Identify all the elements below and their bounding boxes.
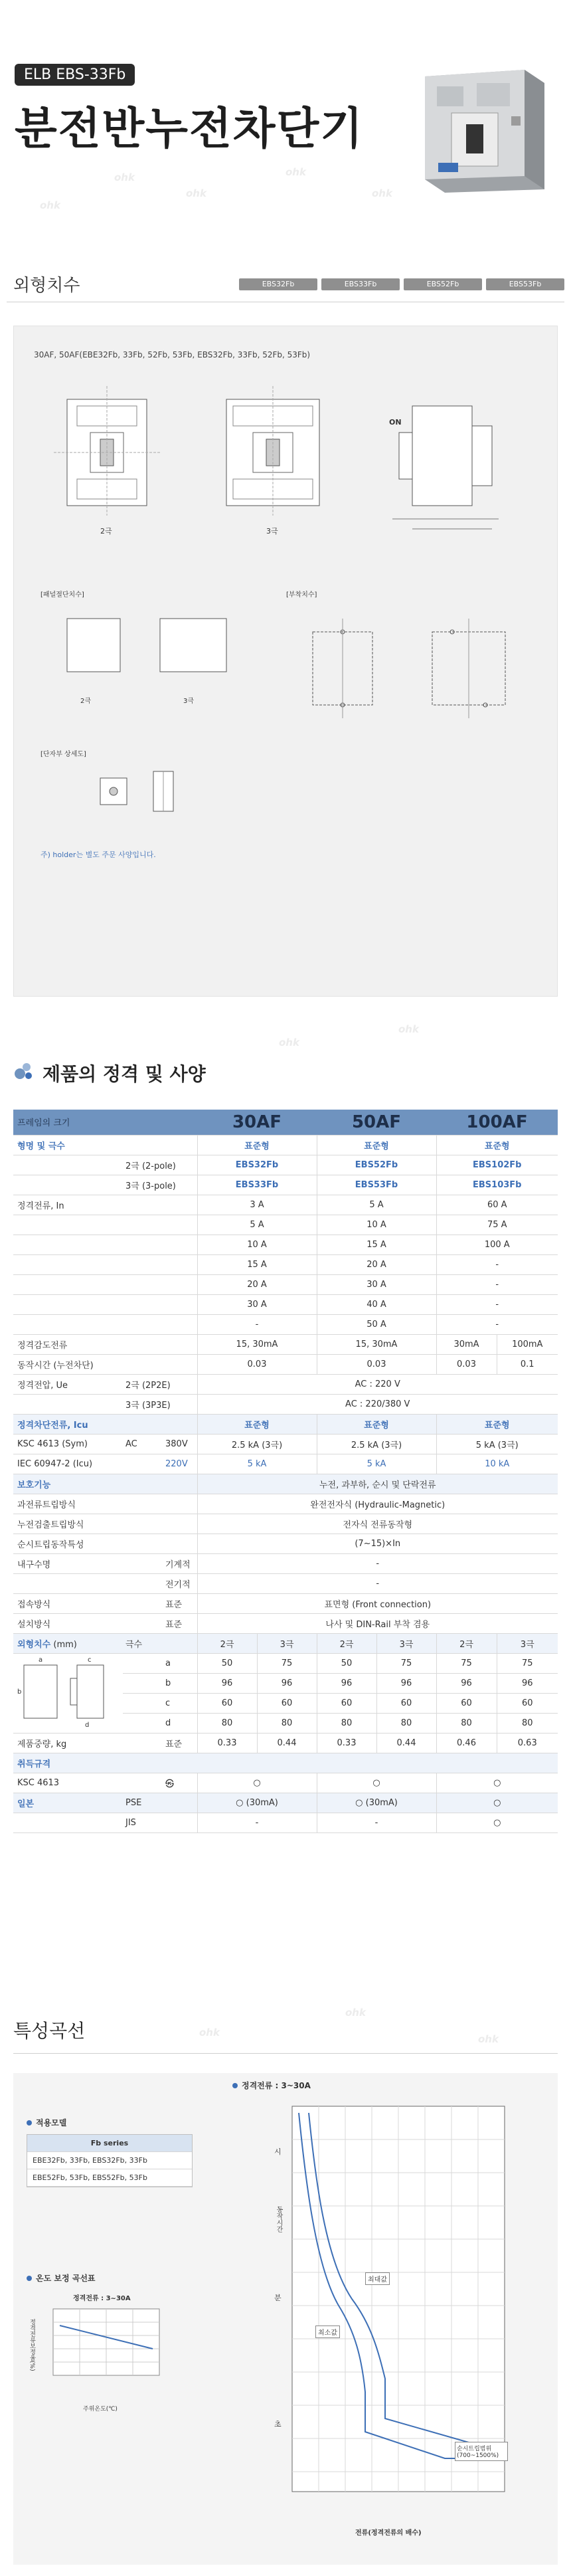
overcurrent-label: 과전류트립방식 bbox=[13, 1494, 197, 1514]
pse-30: ○ (30mA) bbox=[197, 1793, 317, 1813]
volt2-row bbox=[13, 1374, 558, 1394]
dimension-value: 96 bbox=[376, 1673, 436, 1693]
models-line-1: EBE32Fb, 33Fb, EBS32Fb, 33Fb bbox=[27, 2152, 192, 2169]
rated-current-label bbox=[13, 1215, 197, 1235]
pse-100: ○ bbox=[436, 1793, 558, 1813]
ksc-30: 2.5 kA (3극) bbox=[197, 1434, 317, 1454]
watermark: ohk bbox=[345, 2007, 366, 2019]
elec-label: 전기적 bbox=[163, 1573, 197, 1593]
rated-current-value: 15 A bbox=[317, 1235, 436, 1254]
rated-current-label bbox=[13, 1274, 197, 1294]
max-label: 최대값 bbox=[365, 2272, 390, 2285]
dimension-value: 60 bbox=[497, 1693, 558, 1713]
page-title: 분전반누전차단기 bbox=[15, 103, 365, 154]
weight-value: 0.33 bbox=[197, 1733, 257, 1753]
ksc-row bbox=[13, 1434, 558, 1454]
connect-label: 접속방식 bbox=[13, 1593, 123, 1613]
rated-current-row bbox=[13, 1294, 558, 1314]
model-ebs102fb: EBS102Fb bbox=[436, 1155, 558, 1175]
bullet-icon bbox=[27, 2120, 32, 2126]
pole3-label: 3극 (3-pole) bbox=[123, 1175, 197, 1195]
label-2p: 2극 bbox=[100, 527, 112, 536]
ksc-380v: 380V bbox=[163, 1434, 197, 1454]
pole-col: 2극 bbox=[436, 1633, 497, 1653]
weight-std: 표준 bbox=[163, 1733, 197, 1753]
volt3-row bbox=[13, 1394, 558, 1414]
std-30: 표준형 bbox=[197, 1135, 317, 1155]
dimension-value: 96 bbox=[497, 1673, 558, 1693]
ratings-title: 제품의 정격 및 사양 bbox=[42, 1063, 206, 1085]
weight-value: 0.44 bbox=[376, 1733, 436, 1753]
outer-label-cell bbox=[13, 1633, 123, 1653]
temp-y-label: 정격전류보정율(%) bbox=[29, 2319, 35, 2371]
rated-current-value: 5 A bbox=[317, 1195, 436, 1215]
tripping-curve-chart bbox=[279, 2100, 518, 2525]
outer-dimension-diagram bbox=[17, 1655, 117, 1728]
series-label: Fb series bbox=[27, 2135, 192, 2152]
rated-current-value: 15 A bbox=[197, 1254, 317, 1274]
sens-50: 15, 30mA bbox=[317, 1334, 436, 1354]
dimension-key: c bbox=[163, 1693, 197, 1713]
dimension-value: 80 bbox=[257, 1713, 317, 1733]
curves-panel bbox=[13, 2073, 558, 2565]
ksc-100: 5 kA (3극) bbox=[436, 1434, 558, 1454]
watermark: ohk bbox=[286, 166, 306, 178]
panel-cut-3p-drawing bbox=[147, 605, 233, 692]
mech-row bbox=[13, 1553, 558, 1573]
model-ebs103fb: EBS103Fb bbox=[436, 1175, 558, 1195]
bullet-icon bbox=[27, 2276, 32, 2281]
watermark: ohk bbox=[40, 199, 60, 211]
model-ebs53fb: EBS53Fb bbox=[317, 1175, 436, 1195]
main-x-label: 전류(정격전류의 배수) bbox=[355, 2529, 422, 2537]
std-100: 표준형 bbox=[436, 1135, 558, 1155]
model-ebs32fb: EBS32Fb bbox=[197, 1155, 317, 1175]
applied-model-heading bbox=[27, 2117, 66, 2128]
on-label: ON bbox=[389, 418, 402, 427]
pole-col: 3극 bbox=[376, 1633, 436, 1653]
install-value: 나사 및 DIN-Rail 부착 겸용 bbox=[197, 1613, 558, 1633]
dimension-value: 60 bbox=[197, 1693, 257, 1713]
leak-trip-label: 누전검출트립방식 bbox=[13, 1514, 197, 1534]
dimension-value: 96 bbox=[197, 1673, 257, 1693]
hero-section bbox=[0, 0, 571, 266]
models-line-2: EBE52Fb, 53Fb, EBS52Fb, 53Fb bbox=[27, 2169, 192, 2187]
rated-current-label bbox=[13, 1294, 197, 1314]
dimension-value: 96 bbox=[317, 1673, 376, 1693]
endurance-label: 내구수명 bbox=[13, 1553, 123, 1573]
ksc-ac: AC bbox=[123, 1434, 163, 1454]
weight-value: 0.44 bbox=[257, 1733, 317, 1753]
y-min-label: 분 bbox=[274, 2294, 282, 2302]
rated-current-row bbox=[13, 1254, 558, 1274]
temp-x-label: 주위온도(℃) bbox=[83, 2406, 118, 2413]
dimension-value: 50 bbox=[197, 1653, 257, 1673]
watermark: ohk bbox=[478, 2033, 499, 2045]
leak-trip-value: 전자식 전류동작형 bbox=[197, 1514, 558, 1534]
rated-current-value: - bbox=[436, 1274, 558, 1294]
iec-label: IEC 60947-2 (Icu) bbox=[13, 1454, 123, 1474]
type-row bbox=[13, 1135, 558, 1155]
pole-col: 2극 bbox=[197, 1633, 257, 1653]
watermark: ohk bbox=[199, 2027, 220, 2038]
dimension-value: 75 bbox=[376, 1653, 436, 1673]
ks-mark-icon: ㉿ bbox=[163, 1773, 197, 1793]
connect-row bbox=[13, 1593, 558, 1613]
ksc-cert-row bbox=[13, 1773, 558, 1793]
dimension-value: 60 bbox=[376, 1693, 436, 1713]
dimension-value: 75 bbox=[497, 1653, 558, 1673]
main-curve-label: 정격전류 : 3~30A bbox=[242, 2081, 311, 2090]
jis-100: ○ bbox=[436, 1813, 558, 1833]
rated-current-value: 20 A bbox=[317, 1254, 436, 1274]
model-tabs bbox=[239, 278, 564, 290]
weight-value: 0.63 bbox=[497, 1733, 558, 1753]
volt-label: 정격전압, Ue bbox=[13, 1374, 123, 1394]
icu-row bbox=[13, 1414, 558, 1434]
mounting-2p-drawing bbox=[286, 605, 399, 725]
mech-value: - bbox=[197, 1553, 558, 1573]
jis-label: JIS bbox=[123, 1813, 197, 1833]
rated-current-value: 5 A bbox=[197, 1215, 317, 1235]
rated-current-rows bbox=[13, 1195, 558, 1334]
rated-current-value: 75 A bbox=[436, 1215, 558, 1235]
ksc-label: KSC 4613 (Sym) bbox=[13, 1434, 123, 1454]
std-50: 표준형 bbox=[317, 1135, 436, 1155]
main-curve-heading bbox=[232, 2080, 311, 2091]
dimension-value: 80 bbox=[376, 1713, 436, 1733]
dimensions-header bbox=[7, 262, 564, 302]
rated-current-value: - bbox=[436, 1254, 558, 1274]
sens-30: 15, 30mA bbox=[197, 1334, 317, 1354]
rated-current-value: 10 A bbox=[317, 1215, 436, 1235]
tab-ebs53fb[interactable]: EBS53Fb bbox=[486, 278, 564, 290]
tab-ebs52fb[interactable]: EBS52Fb bbox=[404, 278, 482, 290]
watermark: ohk bbox=[114, 171, 135, 183]
watermark: ohk bbox=[279, 1037, 299, 1048]
weight-label: 제품중량, kg bbox=[13, 1733, 123, 1753]
temp-label: 온도 보정 곡선표 bbox=[36, 2274, 96, 2283]
temp-correction-chart bbox=[27, 2302, 173, 2402]
dimension-row bbox=[13, 1653, 558, 1673]
front-view-3p-drawing bbox=[213, 386, 339, 519]
install-row bbox=[13, 1613, 558, 1633]
y-time-label: 동작시간 bbox=[275, 2206, 282, 2232]
iec-30: 5 kA bbox=[197, 1454, 317, 1474]
watermark: ohk bbox=[372, 187, 392, 199]
model-ebs52fb: EBS52Fb bbox=[317, 1155, 436, 1175]
time-100a: 0.03 bbox=[436, 1354, 497, 1374]
applied-label: 적용모델 bbox=[36, 2118, 67, 2128]
icu-std-100: 표준형 bbox=[436, 1414, 558, 1434]
type-label: 형명 및 극수 bbox=[13, 1135, 197, 1155]
dimension-value: 60 bbox=[257, 1693, 317, 1713]
curves-title: 특성곡선 bbox=[13, 2020, 86, 2042]
frame-100af: 100AF bbox=[436, 1110, 558, 1135]
protect-row bbox=[13, 1474, 558, 1494]
diagram-letter-c: c bbox=[88, 1656, 92, 1664]
dimension-value: 80 bbox=[197, 1713, 257, 1733]
mech-label: 기계적 bbox=[163, 1553, 197, 1573]
temp-heading bbox=[27, 2272, 96, 2284]
panel-cut-2p-drawing bbox=[54, 605, 133, 692]
elec-row bbox=[13, 1573, 558, 1593]
breaker-product-image bbox=[412, 63, 551, 196]
install-label: 설치방식 bbox=[13, 1613, 123, 1633]
weight-value: 0.33 bbox=[317, 1733, 376, 1753]
panel-cut-label: [패널절단치수] bbox=[41, 591, 84, 599]
holder-note: 주) holder는 별도 주문 사양입니다. bbox=[41, 850, 156, 859]
rated-current-value: - bbox=[436, 1314, 558, 1334]
dimension-value: 75 bbox=[436, 1653, 497, 1673]
ksc-cert-label: KSC 4613 bbox=[13, 1773, 123, 1793]
model-badge: ELB EBS-33Fb bbox=[15, 64, 135, 86]
install-std: 표준 bbox=[163, 1613, 197, 1633]
rated-current-value: 30 A bbox=[317, 1274, 436, 1294]
frame-30af: 30AF bbox=[197, 1110, 317, 1135]
pole-col: 3극 bbox=[257, 1633, 317, 1653]
dimension-diagram-cell bbox=[13, 1653, 123, 1733]
dimensions-title: 외형치수 bbox=[13, 276, 80, 296]
rated-current-value: - bbox=[197, 1314, 317, 1334]
rated-current-value: 30 A bbox=[197, 1294, 317, 1314]
rated-current-label bbox=[13, 1235, 197, 1254]
time-label: 동작시간 (누전차단) bbox=[13, 1354, 197, 1374]
volt-2p-label: 2극 (2P2E) bbox=[123, 1374, 197, 1394]
temp-chart-title: 정격전류 : 3~30A bbox=[73, 2295, 131, 2302]
dimension-key: a bbox=[163, 1653, 197, 1673]
volt-2p-value: AC : 220 V bbox=[197, 1374, 558, 1394]
terminal-detail-drawing bbox=[94, 765, 206, 825]
rated-current-row bbox=[13, 1235, 558, 1254]
sens-label: 정격감도전류 bbox=[13, 1334, 197, 1354]
spec-table bbox=[13, 1110, 558, 1833]
pole3-row bbox=[13, 1175, 558, 1195]
rated-current-row bbox=[13, 1314, 558, 1334]
cert-row bbox=[13, 1753, 558, 1773]
dimension-value: 80 bbox=[497, 1713, 558, 1733]
volt-3p-value: AC : 220/380 V bbox=[197, 1394, 558, 1414]
diagram-letter-a: a bbox=[39, 1656, 43, 1664]
dimension-value: 96 bbox=[257, 1673, 317, 1693]
dimension-caption: 30AF, 50AF(EBE32Fb, 33Fb, 52Fb, 53Fb, EBS32Fb, 33Fb, 52Fb, 53Fb) bbox=[34, 350, 311, 359]
inst-row bbox=[13, 1534, 558, 1553]
jis-30: - bbox=[197, 1813, 317, 1833]
outer-label: 외형치수 bbox=[17, 1639, 51, 1650]
iec-row bbox=[13, 1454, 558, 1474]
overcurrent-row bbox=[13, 1494, 558, 1514]
curves-divider bbox=[13, 2053, 558, 2054]
time-30: 0.03 bbox=[197, 1354, 317, 1374]
pse-row bbox=[13, 1793, 558, 1813]
rated-current-value: 20 A bbox=[197, 1274, 317, 1294]
outer-unit: (mm) bbox=[53, 1639, 77, 1650]
iec-50: 5 kA bbox=[317, 1454, 436, 1474]
sens-100a: 30mA bbox=[436, 1334, 497, 1354]
rated-current-value: - bbox=[436, 1294, 558, 1314]
outer-row bbox=[13, 1633, 558, 1653]
ksc-cert-50: ○ bbox=[317, 1773, 436, 1793]
tab-ebs32fb[interactable]: EBS32Fb bbox=[239, 278, 317, 290]
frame-row bbox=[13, 1110, 558, 1135]
rated-current-row bbox=[13, 1274, 558, 1294]
watermark: ohk bbox=[398, 1023, 419, 1035]
rated-current-value: 50 A bbox=[317, 1314, 436, 1334]
label-3p: 3극 bbox=[266, 527, 278, 536]
protect-value: 누전, 과부하, 순시 및 단락전류 bbox=[197, 1474, 558, 1494]
rated-current-label bbox=[13, 1314, 197, 1334]
rated-current-row bbox=[13, 1195, 558, 1215]
panel-cut-2p-label: 2극 bbox=[80, 698, 92, 705]
watermark: ohk bbox=[186, 187, 206, 199]
dimension-value: 80 bbox=[436, 1713, 497, 1733]
time-row bbox=[13, 1354, 558, 1374]
front-view-2p-drawing bbox=[54, 386, 167, 519]
cert-label: 취득규격 bbox=[13, 1753, 123, 1773]
y-sec-label: 초 bbox=[274, 2420, 282, 2428]
outer-dimension-rows bbox=[13, 1653, 558, 1733]
pole2-label: 2극 (2-pole) bbox=[123, 1155, 197, 1175]
rated-current-value: 40 A bbox=[317, 1294, 436, 1314]
applied-model-box bbox=[27, 2134, 193, 2187]
sens-100b: 100mA bbox=[497, 1334, 558, 1354]
rated-current-value: 60 A bbox=[436, 1195, 558, 1215]
connect-std: 표준 bbox=[163, 1593, 197, 1613]
time-100b: 0.1 bbox=[497, 1354, 558, 1374]
mounting-3p-drawing bbox=[412, 605, 538, 725]
ratings-heading bbox=[13, 1060, 206, 1086]
frame-50af: 50AF bbox=[317, 1110, 436, 1135]
dimension-value: 80 bbox=[317, 1713, 376, 1733]
tab-ebs33fb[interactable]: EBS33Fb bbox=[321, 278, 400, 290]
model-ebs33fb: EBS33Fb bbox=[197, 1175, 317, 1195]
connect-value: 표면형 (Front connection) bbox=[197, 1593, 558, 1613]
rated-current-label bbox=[13, 1254, 197, 1274]
dimension-drawings-panel bbox=[13, 326, 558, 997]
dimension-key: b bbox=[163, 1673, 197, 1693]
volt-3p-label: 3극 (3P3E) bbox=[123, 1394, 197, 1414]
ksc-50: 2.5 kA (3극) bbox=[317, 1434, 436, 1454]
panel-cut-3p-label: 3극 bbox=[183, 698, 195, 705]
rated-current-value: 3 A bbox=[197, 1195, 317, 1215]
weight-row bbox=[13, 1733, 558, 1753]
rated-current-value: 10 A bbox=[197, 1235, 317, 1254]
ksc-cert-30: ○ bbox=[197, 1773, 317, 1793]
pse-label: PSE bbox=[123, 1793, 197, 1813]
y-hour-label: 시 bbox=[274, 2147, 282, 2156]
instant-trip-note: 순시트립범위 (700~1500%) bbox=[455, 2442, 508, 2461]
poles-label: 극수 bbox=[123, 1633, 197, 1653]
japan-label: 일본 bbox=[13, 1793, 123, 1813]
dimension-value: 96 bbox=[436, 1673, 497, 1693]
diagram-letter-d: d bbox=[85, 1722, 90, 1728]
dimension-value: 50 bbox=[317, 1653, 376, 1673]
dimension-value: 60 bbox=[436, 1693, 497, 1713]
heading-dots-icon bbox=[13, 1062, 36, 1084]
terminal-detail-label: [단자부 상세도] bbox=[41, 751, 86, 758]
rated-current-value: 100 A bbox=[436, 1235, 558, 1254]
dimension-key: d bbox=[163, 1713, 197, 1733]
overcurrent-value: 완전전자식 (Hydraulic-Magnetic) bbox=[197, 1494, 558, 1514]
protect-label: 보호기능 bbox=[13, 1474, 197, 1494]
side-view-drawing bbox=[386, 386, 519, 539]
min-label: 최소값 bbox=[315, 2326, 340, 2338]
pse-50: ○ (30mA) bbox=[317, 1793, 436, 1813]
dimension-value: 75 bbox=[257, 1653, 317, 1673]
icu-std-30: 표준형 bbox=[197, 1414, 317, 1434]
mounting-label: [부착치수] bbox=[286, 591, 317, 599]
diagram-letter-b: b bbox=[17, 1688, 22, 1696]
bullet-icon bbox=[232, 2083, 238, 2088]
icu-std-50: 표준형 bbox=[317, 1414, 436, 1434]
iec-220v: 220V bbox=[163, 1454, 197, 1474]
rated-current-label: 정격전류, In bbox=[13, 1195, 197, 1215]
pole2-row bbox=[13, 1155, 558, 1175]
pole-col: 3극 bbox=[497, 1633, 558, 1653]
weight-value: 0.46 bbox=[436, 1733, 497, 1753]
time-50: 0.03 bbox=[317, 1354, 436, 1374]
iec-100: 10 kA bbox=[436, 1454, 558, 1474]
jis-row bbox=[13, 1813, 558, 1833]
dimension-value: 60 bbox=[317, 1693, 376, 1713]
sens-row bbox=[13, 1334, 558, 1354]
icu-label: 정격차단전류, Icu bbox=[13, 1414, 197, 1434]
leak-trip-row bbox=[13, 1514, 558, 1534]
ksc-cert-100: ○ bbox=[436, 1773, 558, 1793]
pole-col: 2극 bbox=[317, 1633, 376, 1653]
inst-label: 순시트립동작특성 bbox=[13, 1534, 197, 1553]
frame-label: 프레임의 크기 bbox=[13, 1110, 197, 1135]
rated-current-row bbox=[13, 1215, 558, 1235]
elec-value: - bbox=[197, 1573, 558, 1593]
jis-50: - bbox=[317, 1813, 436, 1833]
inst-value: (7~15)×In bbox=[197, 1534, 558, 1553]
